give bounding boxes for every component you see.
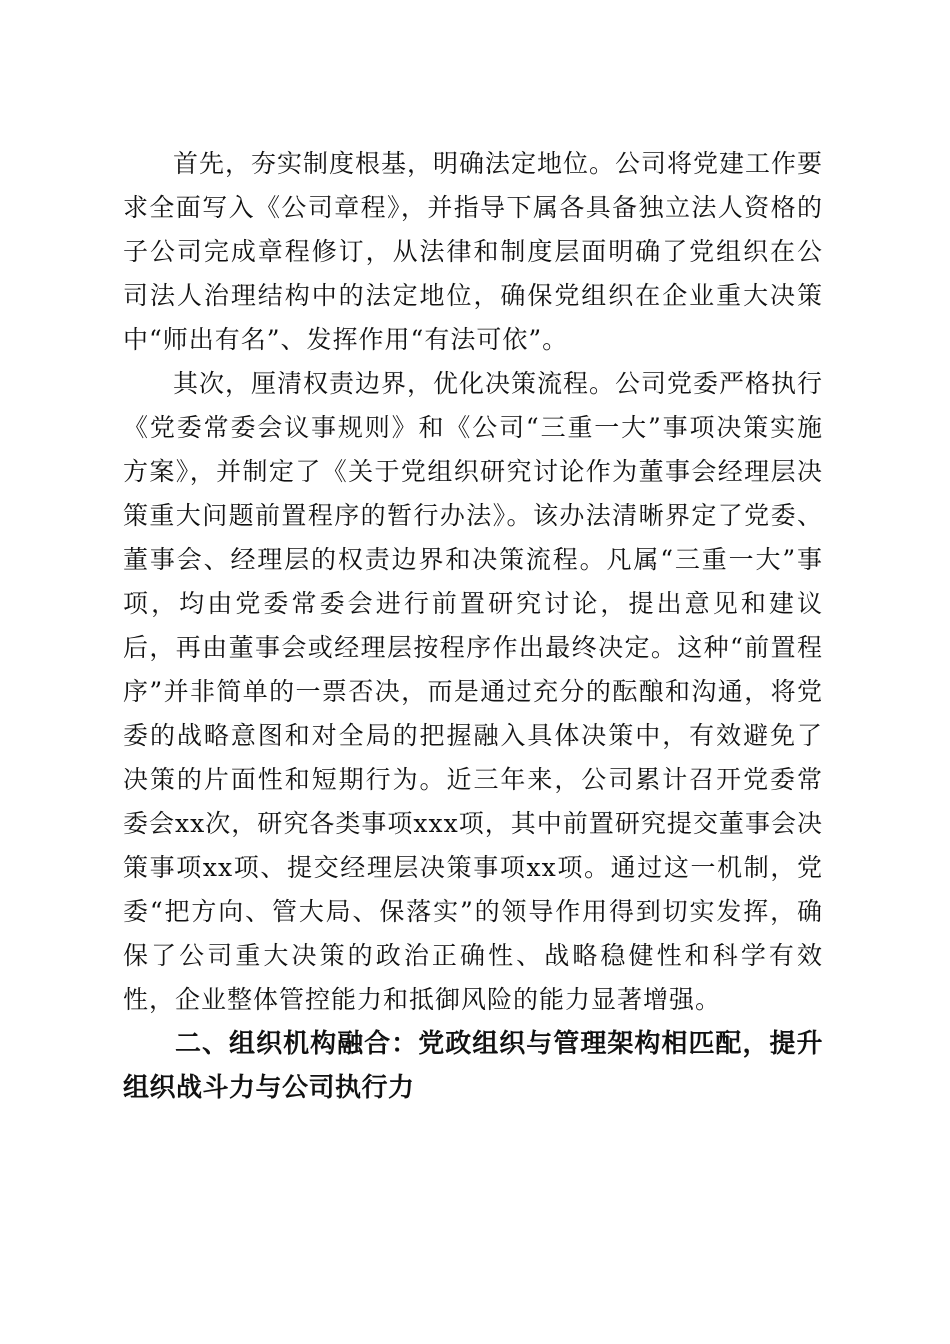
document-body bbox=[123, 142, 823, 1110]
section-heading: 二、组织机构融合：党政组织与管理架构相匹配，提升组织战斗力与公司执行力 bbox=[123, 1029, 823, 1103]
paragraph-decision-process: 其次，厘清权责边界，优化决策流程。公司党委严格执行《党委常委会议事规则》和《公司“三重一大”事项决策实施方案》，并制定了《关于党组织研究讨论作为董事会经理层决策重大问题前置程序的暂行办法》。该办法清晰界定了党委、董事会、经理层的权责边界和决策流程。凡属“三重一大”事项，均由党委常委会进行前置研究讨论，提出意见和建议后，再由董事会或经理层按程序作出最终决定。这种“前置程序”并非简单的一票否决，而是通过充分的酝酿和沟通，将党委的战略意图和对全局的把握融入具体决策中，有效避免了决策的片面性和短期行为。近三年来，公司累计召开党委常委会xx次，研究各类事项xxx项，其中前置研究提交董事会决策事项xx项、提交经理层决策事项xx项。通过这一机制，党委“把方向、管大局、保落实”的领导作用得到切实发挥，确保了公司重大决策的政治正确性、战略稳健性和科学有效性，企业整体管控能力和抵御风险的能力显著增强。 bbox=[123, 369, 824, 1014]
paragraph-system-foundation: 首先，夯实制度根基，明确法定地位。公司将党建工作要求全面写入《公司章程》，并指导下属各具备独立法人资格的子公司完成章程修订，从法律和制度层面明确了党组织在公司法人治理结构中的法定地位，确保党组织在企业重大决策中“师出有名”、发挥作用“有法可依”。 bbox=[123, 149, 824, 354]
